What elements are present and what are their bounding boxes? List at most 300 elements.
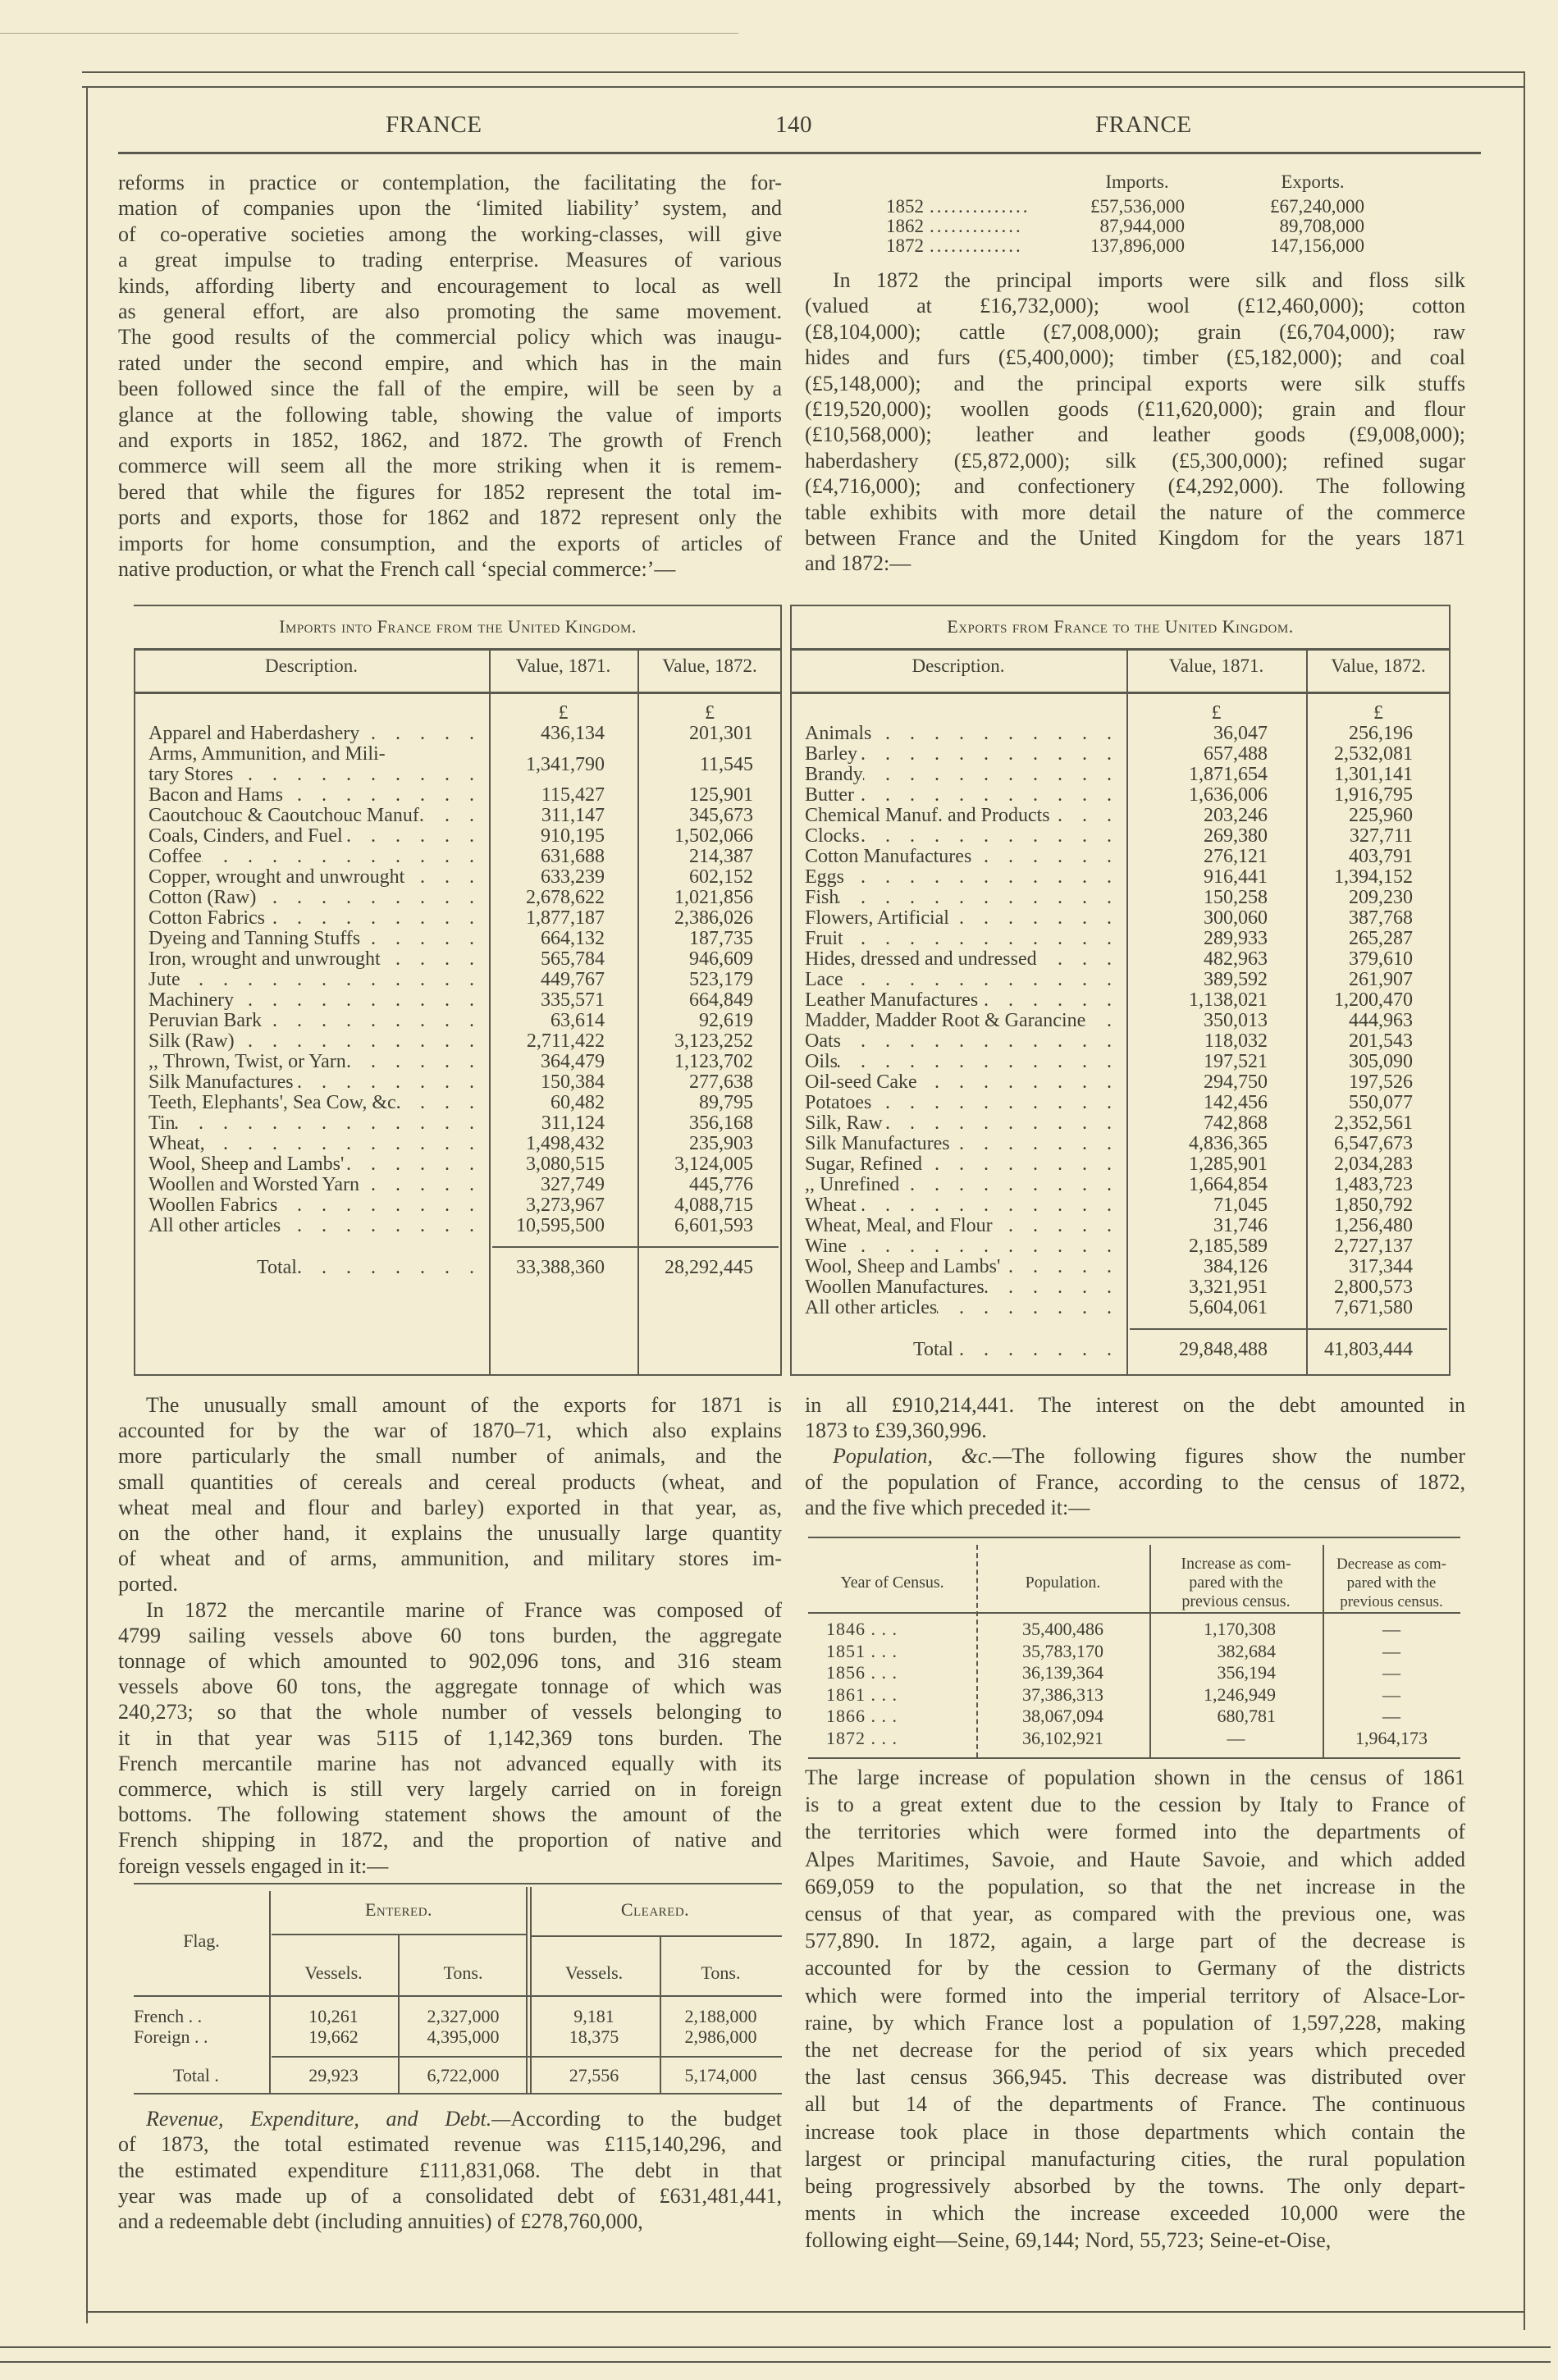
value-1871: 36,047 bbox=[1213, 723, 1268, 744]
population-table bbox=[808, 1537, 1460, 1757]
dot-leader bbox=[854, 785, 1117, 806]
value-1871: 1,138,021 bbox=[1189, 989, 1268, 1011]
header-line: Decrease as com- bbox=[1336, 1555, 1446, 1573]
description-line bbox=[148, 970, 479, 990]
value-1871: 916,441 bbox=[1204, 866, 1268, 888]
decrease-cell: — bbox=[1382, 1662, 1400, 1683]
year-cell: 1856 . . . bbox=[826, 1662, 898, 1683]
spacer bbox=[134, 703, 489, 724]
column-divider bbox=[530, 1887, 532, 2093]
description-text: Clocks bbox=[805, 825, 860, 847]
decrease-header bbox=[1323, 1555, 1460, 1611]
table-row bbox=[790, 785, 1451, 806]
description-line bbox=[148, 929, 479, 949]
value-1872: 11,545 bbox=[699, 753, 753, 775]
run-in-heading: Revenue, Expenditure, and Debt.— bbox=[146, 2107, 511, 2131]
table-row bbox=[790, 908, 1451, 929]
description-text: All other articles bbox=[148, 1215, 281, 1236]
table-row bbox=[134, 1134, 782, 1154]
description-cell bbox=[790, 1216, 1126, 1236]
value-1872: 28,292,445 bbox=[665, 1257, 753, 1278]
table-row bbox=[134, 1052, 782, 1072]
cleared-tons-total: 5,174,000 bbox=[684, 2065, 757, 2085]
dot-leader bbox=[847, 1236, 1117, 1257]
run-in-heading: Population, &c.— bbox=[833, 1444, 1012, 1469]
description-cell bbox=[134, 785, 489, 806]
description-cell bbox=[790, 867, 1126, 888]
dot-leader bbox=[857, 1195, 1117, 1216]
header-line: Population. bbox=[1025, 1574, 1101, 1592]
exports-value: 147,156,000 bbox=[1270, 235, 1364, 256]
value-1871: 197,521 bbox=[1204, 1051, 1268, 1072]
dot-leader bbox=[843, 970, 1117, 990]
description-text: Lace bbox=[805, 969, 843, 990]
value-1872: 356,168 bbox=[689, 1112, 753, 1134]
text-line: between France and the United Kingdom for the years 1871 bbox=[805, 526, 1465, 550]
entered-header: Entered. bbox=[364, 1899, 433, 1920]
imports-value: 87,944,000 bbox=[1099, 216, 1185, 236]
increase-cell: 382,684 bbox=[1217, 1640, 1276, 1661]
table-row bbox=[134, 1175, 782, 1195]
description-cell bbox=[790, 1257, 1126, 1277]
description-line bbox=[805, 1277, 1117, 1298]
description-cell bbox=[134, 744, 489, 785]
dot-leader bbox=[277, 1195, 479, 1216]
description-cell bbox=[790, 1134, 1126, 1154]
table-row bbox=[790, 888, 1451, 908]
exports-value: £67,240,000 bbox=[1270, 196, 1364, 217]
text-line: accounted for by the cession to Germany of the districts bbox=[805, 1956, 1465, 1980]
description-line bbox=[148, 1113, 479, 1134]
year-cell: 1872 . . . bbox=[826, 1727, 898, 1748]
cleared-vessels-cell: 9,181 bbox=[573, 2006, 615, 2026]
dot-leader bbox=[1000, 1257, 1117, 1277]
text-line: commerce, which is still very largely carried on in foreign bbox=[118, 1777, 782, 1802]
description-text: Chemical Manuf. and Products bbox=[805, 805, 1050, 826]
description-line bbox=[805, 847, 1117, 867]
value-1871: 150,258 bbox=[1204, 887, 1268, 908]
text-line: been followed since the fall of the empire, will be seen by a bbox=[118, 377, 782, 401]
text-line: increase took place in those departments which contain the bbox=[805, 2119, 1465, 2144]
value-1871: 633,239 bbox=[541, 866, 605, 888]
table-row bbox=[790, 1113, 1451, 1134]
table-row bbox=[134, 970, 782, 990]
value-1872: 2,532,081 bbox=[1334, 743, 1413, 765]
table-row bbox=[790, 806, 1451, 826]
description-line bbox=[805, 908, 1117, 929]
text-line: the last census 366,945. This decrease was distributed over bbox=[805, 2065, 1465, 2090]
value-1871: 300,060 bbox=[1204, 907, 1268, 929]
text-line: following eight—Seine, 69,144; Nord, 55,723; Seine-et-Oise, bbox=[805, 2228, 1332, 2253]
dot-leader bbox=[1037, 949, 1117, 970]
text-line: (£8,104,000); cattle (£7,008,000); grain (£6,704,000); raw bbox=[805, 319, 1465, 344]
table-row bbox=[790, 765, 1451, 785]
description-line bbox=[148, 826, 479, 847]
header-line: previous census. bbox=[1340, 1593, 1443, 1610]
description-text: Fruit bbox=[805, 928, 843, 949]
description-line bbox=[805, 1113, 1117, 1134]
text-line: (£10,568,000); leather and leather goods (£9,008,000); bbox=[805, 423, 1465, 447]
column-header-rule bbox=[808, 1612, 1460, 1614]
cleared-tons-cell: 2,986,000 bbox=[684, 2026, 757, 2047]
description-cell bbox=[790, 806, 1126, 826]
dot-leader bbox=[235, 1031, 479, 1052]
description-cell bbox=[790, 1113, 1126, 1134]
value-1871: 269,380 bbox=[1204, 825, 1268, 847]
value-1871: 664,132 bbox=[541, 928, 605, 949]
text-line: bottoms. The following statement shows the amount of the bbox=[118, 1802, 782, 1827]
value-1872: 89,795 bbox=[699, 1092, 753, 1113]
value-1871: 63,614 bbox=[551, 1010, 605, 1031]
value-1872: 1,200,470 bbox=[1334, 989, 1413, 1011]
description-text: Machinery bbox=[148, 989, 234, 1011]
value-1871: 2,711,422 bbox=[526, 1030, 605, 1052]
table-title: Exports from France to the United Kingdom. bbox=[947, 616, 1294, 637]
value-1872: 125,901 bbox=[689, 784, 753, 806]
description-line bbox=[148, 744, 479, 765]
decrease-cell: — bbox=[1382, 1706, 1400, 1726]
description-line bbox=[805, 806, 1117, 826]
value-1872: 550,077 bbox=[1349, 1092, 1413, 1113]
dot-leader bbox=[917, 1072, 1117, 1093]
description-cell bbox=[134, 806, 489, 826]
increase-header bbox=[1149, 1555, 1323, 1611]
text-line: small quantities of cereals and cereal products (wheat, and bbox=[118, 1469, 782, 1494]
column-header-value-1872: Value, 1872. bbox=[662, 656, 757, 676]
description-text: Barley bbox=[805, 743, 857, 765]
table-row bbox=[134, 847, 782, 867]
value-1871: 203,246 bbox=[1204, 805, 1268, 826]
description-line bbox=[148, 908, 479, 929]
value-1871: 4,836,365 bbox=[1189, 1133, 1268, 1154]
description-line bbox=[148, 949, 479, 970]
dot-leader: ............. bbox=[930, 216, 1023, 236]
description-cell bbox=[134, 949, 489, 970]
description-text: Woollen and Worsted Yarn bbox=[148, 1174, 360, 1195]
column-header-value-1871: Value, 1871. bbox=[1168, 656, 1264, 676]
description-line bbox=[805, 1072, 1117, 1093]
table-row bbox=[790, 1216, 1451, 1236]
value-1872: 1,394,152 bbox=[1334, 866, 1413, 888]
entered-vessels-cell: 10,261 bbox=[308, 2006, 359, 2026]
description-cell bbox=[134, 1113, 489, 1134]
value-1872: 2,800,573 bbox=[1334, 1277, 1413, 1298]
description-cell bbox=[790, 1298, 1126, 1318]
dot-leader bbox=[838, 888, 1117, 908]
value-1871: 2,678,622 bbox=[526, 887, 605, 908]
dot-leader bbox=[359, 724, 479, 744]
description-text: Animals bbox=[805, 723, 872, 744]
description-text: tary Stores bbox=[148, 764, 234, 785]
dot-leader bbox=[899, 1175, 1117, 1195]
increase-cell: 1,170,308 bbox=[1204, 1619, 1276, 1639]
header-line: pared with the bbox=[1346, 1574, 1437, 1592]
year-header bbox=[808, 1574, 976, 1592]
dot-leader bbox=[233, 765, 479, 785]
column-header-rule bbox=[134, 1995, 782, 1997]
description-line bbox=[148, 1093, 479, 1113]
description-cell bbox=[790, 847, 1126, 867]
dot-leader bbox=[978, 990, 1117, 1011]
table-row bbox=[790, 990, 1451, 1011]
value-1872: 6,547,673 bbox=[1334, 1133, 1413, 1154]
text-line: The good results of the commercial policy which was inaugu- bbox=[118, 325, 782, 349]
year-cell: 1851 . . . bbox=[826, 1640, 898, 1661]
description-line bbox=[148, 847, 479, 867]
table-body bbox=[790, 703, 1451, 1360]
value-1871: 29,848,488 bbox=[1179, 1339, 1268, 1360]
table-row bbox=[134, 867, 782, 888]
cleared-header: Cleared. bbox=[620, 1899, 690, 1920]
value-1872: 345,673 bbox=[689, 805, 753, 826]
flag-cell: French . . bbox=[134, 2006, 203, 2026]
dot-leader bbox=[953, 1340, 1117, 1360]
text-line: and the five which preceded it:— bbox=[805, 1495, 1090, 1519]
text-line: (£5,148,000); and the principal exports were silk stuffs bbox=[805, 371, 1465, 395]
value-1872: 444,963 bbox=[1349, 1010, 1413, 1031]
value-1872: 1,502,066 bbox=[674, 825, 753, 847]
description-cell bbox=[134, 1011, 489, 1031]
text-line: of co-operative societies among the working-classes, will give bbox=[118, 222, 782, 246]
value-1872: 1,123,702 bbox=[674, 1051, 753, 1072]
increase-cell: — bbox=[1227, 1727, 1245, 1748]
frame-rule-bottom bbox=[86, 2311, 1524, 2313]
text-line: more particularly the small number of animals, and the bbox=[118, 1444, 782, 1469]
text-line: ported. bbox=[118, 1572, 178, 1597]
text-line: year was made up of a consolidated debt of £631,481,441, bbox=[118, 2183, 782, 2208]
text-line: commerce will seem all the more striking when it is remem- bbox=[118, 454, 782, 478]
value-1872: 403,791 bbox=[1349, 846, 1413, 867]
value-1872: 92,619 bbox=[699, 1010, 753, 1031]
dot-leader bbox=[205, 1134, 479, 1154]
description-line bbox=[148, 1052, 479, 1072]
frame-rule-right bbox=[1524, 71, 1525, 2330]
description-line bbox=[805, 1134, 1117, 1154]
text-line: French mercantile marine has not advanced equally with its bbox=[118, 1751, 782, 1775]
description-line bbox=[805, 765, 1117, 785]
trade-summary-imports-header: Imports. bbox=[1105, 171, 1169, 192]
cleared-vessels-cell: 18,375 bbox=[569, 2026, 619, 2047]
description-text: Dyeing and Tanning Stuffs bbox=[148, 928, 361, 949]
text-line: wheat meal and flour and barley) exported in that year, as, bbox=[118, 1495, 782, 1519]
description-text: Peruvian Bark bbox=[148, 1010, 262, 1031]
value-1871: 60,482 bbox=[551, 1092, 605, 1113]
description-line bbox=[805, 1236, 1117, 1257]
currency-symbol: £ bbox=[558, 702, 569, 724]
description-line bbox=[805, 1195, 1117, 1216]
description-cell bbox=[790, 970, 1126, 990]
description-cell bbox=[790, 1195, 1126, 1216]
text-line: 577,890. In 1872, again, a large part of the decrease is bbox=[805, 1929, 1465, 1953]
decrease-cell: — bbox=[1382, 1640, 1400, 1661]
description-text: Bacon and Hams bbox=[148, 784, 283, 806]
text-line: on the other hand, it explains the unusually large quantity bbox=[118, 1521, 782, 1546]
description-text: Sugar, Refined bbox=[805, 1153, 923, 1175]
imports-table bbox=[134, 605, 782, 1374]
description-line bbox=[148, 1134, 479, 1154]
flag-header: Flag. bbox=[183, 1930, 220, 1951]
value-1872: 2,386,026 bbox=[674, 907, 753, 929]
dot-leader bbox=[843, 929, 1117, 949]
value-1872: 197,526 bbox=[1349, 1071, 1413, 1093]
table-row bbox=[790, 1195, 1451, 1216]
column-divider bbox=[526, 1887, 528, 2093]
population-cell: 36,102,921 bbox=[1022, 1727, 1103, 1748]
dot-leader bbox=[359, 1175, 479, 1195]
dot-leader: ............. bbox=[930, 235, 1023, 256]
year-cell: 1861 . . . bbox=[826, 1683, 898, 1705]
value-1871: 482,963 bbox=[1204, 948, 1268, 970]
table-row bbox=[790, 949, 1451, 970]
value-1872: 209,230 bbox=[1349, 887, 1413, 908]
text-line: being progressively absorbed by the towns. The only depart- bbox=[805, 2174, 1465, 2199]
table-row bbox=[790, 1072, 1451, 1093]
value-1872: 2,352,561 bbox=[1334, 1112, 1413, 1134]
imports-value: £57,536,000 bbox=[1090, 196, 1185, 217]
running-head-right: FRANCE bbox=[1095, 112, 1192, 138]
table-row bbox=[134, 1216, 782, 1236]
description-line bbox=[805, 867, 1117, 888]
description-text: Coffee bbox=[148, 846, 202, 867]
decrease-cell: — bbox=[1382, 1619, 1400, 1639]
description-cell bbox=[134, 888, 489, 908]
description-line bbox=[148, 724, 479, 744]
value-1871: 1,636,006 bbox=[1189, 784, 1268, 806]
description-cell bbox=[134, 724, 489, 744]
value-1872: 187,735 bbox=[689, 928, 753, 949]
dot-leader bbox=[424, 806, 479, 826]
entered-tons-cell: 4,395,000 bbox=[427, 2026, 500, 2047]
page-number: 140 bbox=[775, 112, 812, 138]
dot-leader bbox=[937, 1298, 1117, 1318]
value-1872: 664,849 bbox=[689, 989, 753, 1011]
text-line: (£4,716,000); and confectionery (£4,292,000). The following bbox=[805, 474, 1465, 499]
text-line: the territories which were formed into the departments of bbox=[805, 1820, 1465, 1844]
table-row bbox=[134, 1011, 782, 1031]
value-1872: 317,344 bbox=[1349, 1256, 1413, 1277]
value-1871: 276,121 bbox=[1204, 846, 1268, 867]
value-1871: 150,384 bbox=[541, 1071, 605, 1093]
currency-symbol: £ bbox=[1211, 702, 1222, 724]
description-cell bbox=[134, 1216, 489, 1236]
column-header-description: Description. bbox=[264, 656, 359, 676]
text-line: kinds, affording liberty and encouragement to local as well bbox=[118, 273, 782, 298]
dot-leader bbox=[985, 1277, 1117, 1298]
table-title: Imports into France from the United Kingdom. bbox=[279, 616, 637, 637]
revenue-text bbox=[118, 2106, 782, 2234]
description-cell bbox=[790, 1031, 1126, 1052]
entered-vessels-header: Vessels. bbox=[304, 1962, 363, 1983]
value-1871: 289,933 bbox=[1204, 928, 1268, 949]
value-1872: 602,152 bbox=[689, 866, 753, 888]
value-1872: 2,034,283 bbox=[1334, 1153, 1413, 1175]
value-1871: 2,185,589 bbox=[1189, 1236, 1268, 1257]
text-line: tonnage of which amounted to 902,096 tons, and 316 steam bbox=[118, 1649, 782, 1674]
description-text: Brandy bbox=[805, 764, 863, 785]
table-bottom-rule bbox=[790, 1374, 1451, 1376]
description-cell bbox=[790, 908, 1126, 929]
trade-summary bbox=[0, 0, 1477, 263]
description-cell bbox=[134, 1031, 489, 1052]
dot-leader bbox=[857, 744, 1117, 765]
dot-leader bbox=[949, 908, 1117, 929]
value-1871: 33,388,360 bbox=[516, 1257, 605, 1278]
value-1871: 565,784 bbox=[541, 948, 605, 970]
description-line bbox=[805, 929, 1117, 949]
text-line: accounted for by the war of 1870–71, which also explains bbox=[118, 1418, 782, 1443]
spacer bbox=[790, 703, 1126, 724]
description-cell bbox=[790, 1154, 1126, 1175]
dot-leader bbox=[841, 1031, 1117, 1052]
dot-leader bbox=[838, 1052, 1117, 1072]
text-line: of the population of France, according to the census of 1872, bbox=[805, 1469, 1465, 1494]
table-top-rule bbox=[134, 605, 782, 606]
description-line bbox=[805, 1154, 1117, 1175]
left-body-text bbox=[118, 1392, 782, 1879]
total-row bbox=[790, 1340, 1451, 1360]
table-top-rule bbox=[134, 1883, 782, 1884]
description-text: Wool, Sheep and Lambs' bbox=[805, 1256, 1001, 1277]
table-title-rule bbox=[790, 648, 1451, 651]
dot-leader bbox=[343, 826, 479, 847]
dot-leader bbox=[1085, 1011, 1117, 1031]
text-line: Revenue, Expenditure, and Debt.—According to the budget bbox=[146, 2107, 782, 2131]
table-top-rule bbox=[790, 605, 1451, 606]
description-text: Woollen Fabrics bbox=[148, 1195, 278, 1216]
dot-leader bbox=[175, 1113, 479, 1134]
description-text: Oils bbox=[805, 1051, 838, 1072]
dot-leader bbox=[346, 1052, 479, 1072]
dot-leader bbox=[922, 1154, 1117, 1175]
table-row bbox=[790, 744, 1451, 765]
description-line bbox=[805, 744, 1117, 765]
text-line: and a redeemable debt (including annuities) of £278,760,000, bbox=[118, 2209, 643, 2234]
table-row bbox=[790, 1052, 1451, 1072]
description-cell bbox=[134, 908, 489, 929]
text-line: 240,273; so that the whole number of vessels belonging to bbox=[118, 1700, 782, 1724]
description-line bbox=[148, 888, 479, 908]
population-cell: 35,783,170 bbox=[1022, 1640, 1103, 1661]
table-bottom-rule bbox=[134, 1374, 782, 1376]
table-row bbox=[790, 1011, 1451, 1031]
description-cell bbox=[790, 949, 1126, 970]
table-row bbox=[790, 1093, 1451, 1113]
text-line: imports for home consumption, and the exports of articles of bbox=[118, 531, 782, 555]
table-row bbox=[134, 990, 782, 1011]
right-final-text bbox=[805, 1764, 1465, 2254]
text-line: French shipping in 1872, and the proportion of native and bbox=[118, 1828, 782, 1852]
value-1871: 350,013 bbox=[1204, 1010, 1268, 1031]
value-1871: 335,571 bbox=[541, 989, 605, 1011]
column-header-value-1872: Value, 1872. bbox=[1331, 656, 1426, 676]
value-1872: 277,638 bbox=[689, 1071, 753, 1093]
text-line: all but 14 of the departments of France. The continuous bbox=[805, 2092, 1465, 2117]
text-line: 1873 to £39,360,996. bbox=[805, 1418, 987, 1443]
value-1872: 6,601,593 bbox=[674, 1215, 753, 1236]
group-header-rule bbox=[532, 1935, 782, 1937]
value-1871: 449,767 bbox=[541, 969, 605, 990]
value-1871: 115,427 bbox=[541, 784, 605, 806]
text-line: ports and exports, those for 1862 and 1872 represent only the bbox=[118, 505, 782, 530]
value-1872: 201,543 bbox=[1349, 1030, 1413, 1052]
value-1872: 3,124,005 bbox=[674, 1153, 753, 1175]
description-text: Flowers, Artificial bbox=[805, 907, 949, 929]
dot-leader bbox=[360, 929, 479, 949]
table-bottom-rule bbox=[134, 2093, 782, 2094]
description-cell bbox=[134, 929, 489, 949]
description-text: Woollen Manufactures bbox=[805, 1277, 985, 1298]
table-row bbox=[790, 867, 1451, 888]
